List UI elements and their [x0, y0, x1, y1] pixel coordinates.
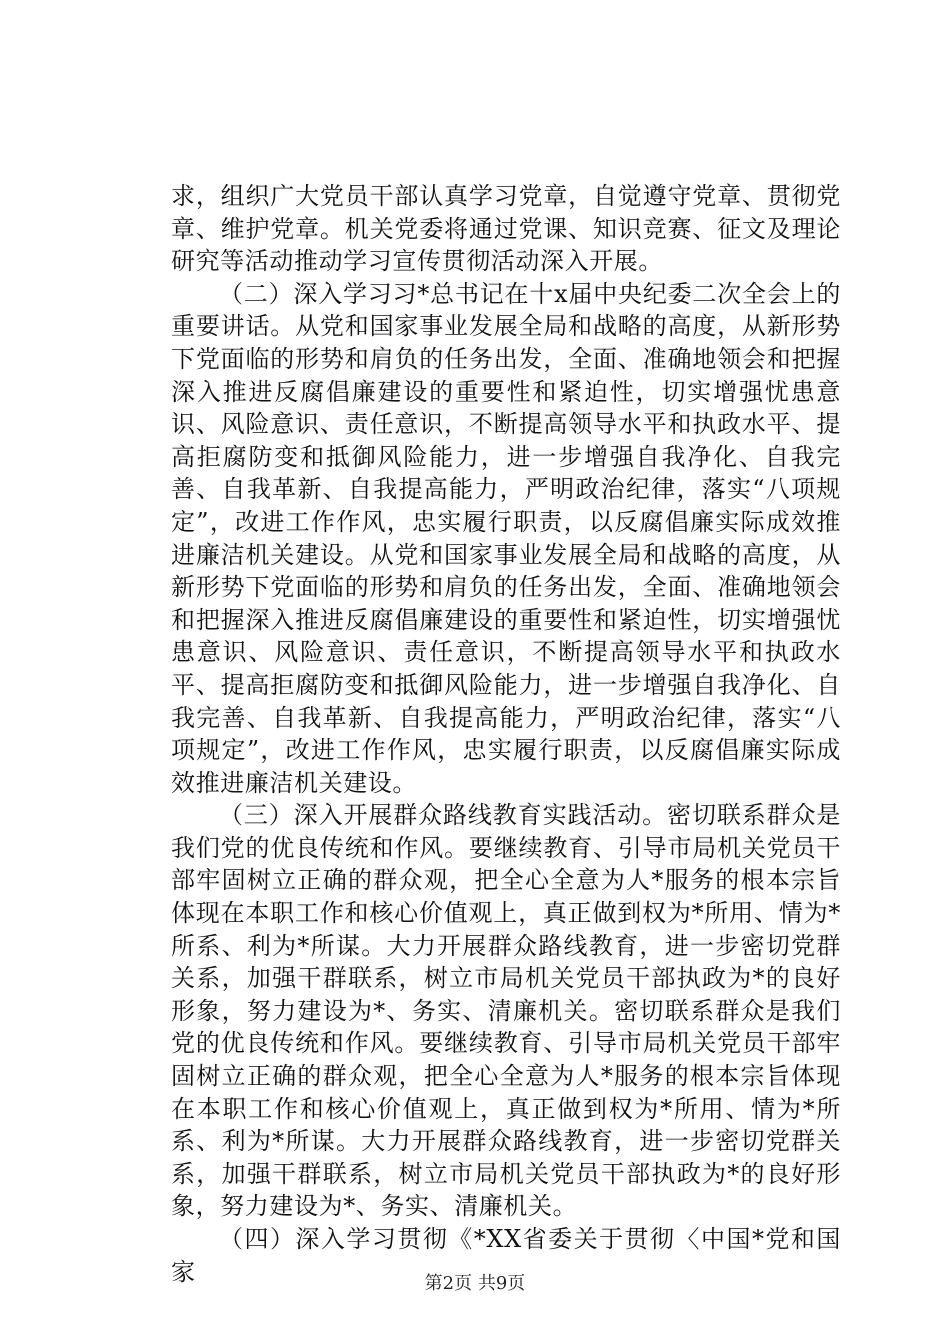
- paragraph-section-3: （三）深入开展群众路线教育实践活动。密切联系群众是我们党的优良传统和作风。要继续教育、引导市局机关党员干部牢固树立正确的群众观，把全心全意为人*服务的根本宗旨体现在本职工作和核心价值观上，真正做到权为*所用、情为*所系、利为*所谋。大力开展群众路线教育，进一步密切党群关系，加强干群联系，树立市局机关党员干部执政为*的良好形象，努力建设为*、务实、清廉机关。密切联系群众是我们党的优良传统和作风。要继续教育、引导市局机关党员干部牢固树立正确的群众观，把全心全意为人*服务的根本宗旨体现在本职工作和核心价值观上，真正做到权为*所用、情为*所系、利为*所谋。大力开展群众路线教育，进一步密切党群关系，加强干群联系，树立市局机关党员干部执政为*的良好形象，努力建设为*、务实、清廉机关。: [171, 801, 841, 1221]
- paragraph-section-2: （二）深入学习习*总书记在十x届中央纪委二次全会上的重要讲话。从党和国家事业发展全局和战略的高度，从新形势下党面临的形势和肩负的任务出发，全面、准确地领会和把握深入推进反腐倡廉建设的重要性和紧迫性，切实增强忧患意识、风险意识、责任意识，不断提高领导水平和执政水平、提高拒腐防变和抵御风险能力，进一步增强自我净化、自我完善、自我革新、自我提高能力，严明政治纪律，落实“八项规定”，改进工作作风，忠实履行职责，以反腐倡廉实际成效推进廉洁机关建设。从党和国家事业发展全局和战略的高度，从新形势下党面临的形势和肩负的任务出发，全面、准确地领会和把握深入推进反腐倡廉建设的重要性和紧迫性，切实增强忧患意识、风险意识、责任意识，不断提高领导水平和执政水平、提高拒腐防变和抵御风险能力，进一步增强自我净化、自我完善、自我革新、自我提高能力，严明政治纪律，落实“八项规定”，改进工作作风，忠实履行职责，以反腐倡廉实际成效推进廉洁机关建设。: [171, 279, 841, 797]
- document-body: [171, 180, 841, 1288]
- paragraph-section-4: （四）深入学习贯彻《*XX省委关于贯彻〈中国*党和国家: [171, 1225, 841, 1286]
- page-footer: 第2页 共9页: [424, 1273, 526, 1294]
- paragraph-continuation: 求，组织广大党员干部认真学习党章，自觉遵守党章、贯彻党章、维护党章。机关党委将通过党课、知识竞赛、征文及理论研究等活动推动学习宣传贯彻活动深入开展。: [171, 182, 841, 276]
